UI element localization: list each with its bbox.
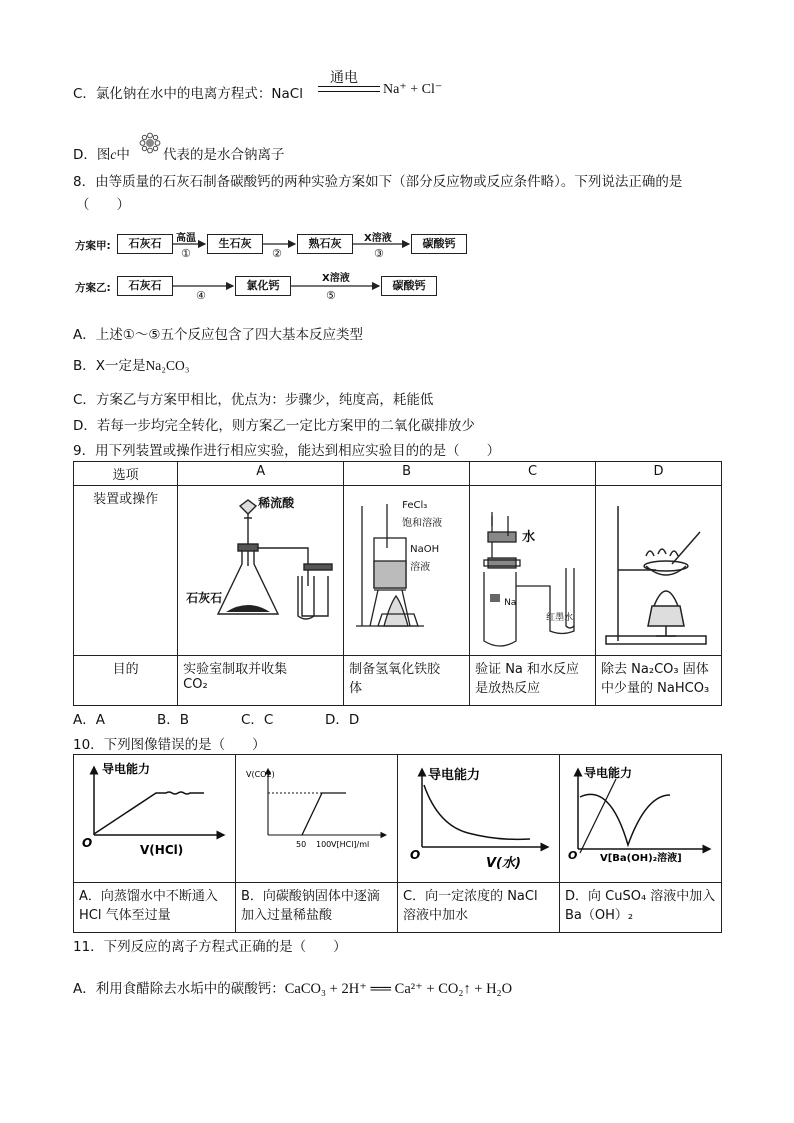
- q8-d-text: D．若每一步均完全转化，则方案乙一定比方案甲的二氧化碳排放少: [73, 418, 475, 434]
- arrow-5-num: ⑤: [326, 289, 336, 302]
- graph-d: [560, 755, 721, 878]
- q10-graph-a-cell: [74, 755, 236, 883]
- q9-stem: [73, 439, 500, 459]
- q9-fig-d-cell: [596, 486, 722, 656]
- plan-b-box-2: 氯化钙: [235, 276, 291, 296]
- fig-a-stone-label: 石灰石: [186, 591, 223, 605]
- condition-label: 通电: [330, 70, 358, 86]
- q8-a-text: A．上述①～⑤五个反应包含了四大基本反应类型: [73, 327, 363, 343]
- apparatus-d-figure: [596, 486, 719, 651]
- q10-stem: [73, 733, 266, 753]
- q9-choice-b[interactable]: B．B: [157, 712, 190, 728]
- fig-b-solution: 溶液: [410, 562, 431, 573]
- plan-b-box-1: 石灰石: [117, 276, 173, 296]
- purpose-c-line1: 验证 Na 和水反应: [475, 662, 580, 677]
- purpose-b-line2: 体: [349, 681, 363, 696]
- q10-caption-c: [398, 883, 560, 933]
- q10-caption-row: [74, 883, 722, 933]
- q9-purpose-label: 目的: [74, 656, 178, 706]
- q11-a-equation: CaCO₃ + 2H⁺ ══ Ca²⁺ + CO₂↑ + H₂O: [284, 981, 513, 997]
- q9-apparatus-row: [74, 486, 722, 656]
- arrow-5-top: X溶液: [322, 273, 350, 284]
- plan-a-box-3: 熟石灰: [297, 234, 353, 254]
- fig-b-sat: 饱和溶液: [402, 518, 443, 529]
- q9-header-cell: A: [178, 462, 344, 486]
- fig-c-na: Na: [504, 598, 517, 608]
- q10-table: [73, 754, 722, 933]
- arrow-1-num: ①: [181, 247, 191, 260]
- purpose-a-line2: CO₂: [183, 677, 208, 692]
- products-text: Na⁺ + Cl⁻: [383, 82, 443, 97]
- graph-a-ylabel: 导电能力: [102, 762, 151, 776]
- q9-purpose-c: [470, 656, 596, 706]
- q9-purpose-row: [74, 656, 722, 706]
- arrow-3-num: ③: [374, 247, 384, 260]
- graph-c-origin: O: [410, 848, 421, 862]
- q9-fig-b-cell: [344, 486, 470, 656]
- graph-d-ylabel: 导电能力: [584, 766, 633, 780]
- purpose-b-line1: 制备氢氧化铁胶: [349, 662, 441, 677]
- q7-d-mid: 中: [116, 147, 130, 163]
- q11-stem: [73, 935, 347, 955]
- q10-caption-a: [74, 883, 236, 933]
- plan-a-box-1: 石灰石: [117, 234, 173, 254]
- q9-choice-a[interactable]: A．A: [73, 712, 105, 728]
- graph-a-origin: O: [82, 836, 93, 850]
- figure-label: c: [110, 147, 117, 162]
- q8-b-text: B．X一定是: [73, 358, 146, 374]
- graph-a: [74, 755, 235, 878]
- caption-d-line2: Ba（OH）₂: [565, 908, 634, 923]
- plan-b-box-3: 碳酸钙: [381, 276, 437, 296]
- graph-a-xlabel: V(HCl): [140, 843, 184, 857]
- q9-choice-d[interactable]: D．D: [325, 712, 360, 728]
- q9-fig-a-cell: [178, 486, 344, 656]
- arrow-1-top: 高温: [176, 233, 196, 244]
- graph-c-xlabel: V(水): [486, 856, 521, 871]
- q8-option-d: [73, 414, 475, 434]
- q9-purpose-b: [344, 656, 470, 706]
- fig-c-ink: 红墨水: [546, 613, 574, 623]
- q9-header-cell: B: [344, 462, 470, 486]
- q9-purpose-d: [596, 656, 722, 706]
- q8-option-a: [73, 323, 363, 343]
- q9-table: [73, 461, 722, 706]
- graph-d-xlabel: V[Ba(OH)₂溶液]: [600, 853, 682, 864]
- plan-a-box-2: 生石灰: [207, 234, 263, 254]
- q7-d-prefix: D．图: [73, 147, 111, 163]
- plan-a-label: 方案甲:: [75, 240, 111, 252]
- graph-c: [398, 755, 559, 878]
- q9-header-cell: D: [596, 462, 722, 486]
- q9-purpose-a: [178, 656, 344, 706]
- q10-graph-c-cell: [398, 755, 560, 883]
- graph-b-xlabel: V[HCl]/ml: [331, 840, 370, 849]
- plan-arrows: [0, 0, 794, 330]
- q8-c-text: C．方案乙与方案甲相比，优点为：步骤少，纯度高，耗能低: [73, 392, 434, 408]
- apparatus-c-figure: [470, 486, 593, 651]
- graph-b-ylabel: V(CO2): [246, 770, 275, 779]
- q8-option-b: [73, 354, 189, 374]
- q11-stem-text: 11．下列反应的离子方程式正确的是（ ）: [73, 939, 347, 955]
- arrow-2-num: ②: [272, 247, 282, 260]
- plan-a-box-4: 碳酸钙: [411, 234, 467, 254]
- purpose-a-line1: 实验室制取并收集: [183, 662, 288, 677]
- q9-choices: [73, 708, 359, 728]
- q8-stem-text: 8．由等质量的石灰石制备碳酸钙的两种实验方案如下（部分反应物或反应条件略）。下列说法正确的是: [73, 174, 683, 190]
- graph-d-origin: O: [568, 849, 578, 862]
- q9-header-cell: 选项: [74, 462, 178, 486]
- graph-b: [236, 755, 397, 878]
- arrow-3-top: X溶液: [364, 233, 392, 244]
- purpose-c-line2: 是放热反应: [475, 681, 541, 696]
- purpose-d-line1: 除去 Na₂CO₃ 固体: [601, 662, 709, 677]
- caption-c-line2: 溶液中加水: [403, 908, 469, 923]
- q10-graph-row: [74, 755, 722, 883]
- q8-paren-text: （ ）: [76, 197, 130, 213]
- plan-b-label: 方案乙:: [75, 282, 111, 294]
- fig-b-fecl3: FeCl₃: [402, 500, 428, 511]
- q9-apparatus-label: 装置或操作: [74, 486, 178, 656]
- q9-header-row: [74, 462, 722, 486]
- q9-stem-text: 9．用下列装置或操作进行相应实验，能达到相应实验目的的是（ ）: [73, 443, 501, 459]
- q11-option-a: [73, 977, 512, 998]
- purpose-d-line2: 中少量的 NaHCO₃: [601, 681, 710, 696]
- arrow-4-num: ④: [196, 289, 206, 302]
- q8-b-formula: Na₂CO₃: [145, 358, 190, 373]
- caption-a-line2: HCl 气体至过量: [79, 908, 171, 923]
- graph-c-ylabel: 导电能力: [428, 768, 481, 783]
- q10-caption-b: [236, 883, 398, 933]
- q10-graph-d-cell: [560, 755, 722, 883]
- fig-b-naoh: NaOH: [410, 544, 440, 555]
- caption-b-line1: B．向碳酸钠固体中逐滴: [241, 889, 380, 904]
- q7-d-suffix: 代表的是水合钠离子: [163, 147, 285, 163]
- caption-c-line1: C．向一定浓度的 NaCl: [403, 889, 538, 904]
- graph-b-tick-100: 100: [316, 840, 332, 849]
- q10-stem-text: 10．下列图像错误的是（ ）: [73, 737, 266, 753]
- q11-a-text: A．利用食醋除去水垢中的碳酸钙：: [73, 981, 285, 997]
- q9-choice-c[interactable]: C．C: [241, 712, 274, 728]
- fig-a-acid-label: 稀流酸: [258, 496, 295, 510]
- q9-fig-c-cell: [470, 486, 596, 656]
- q7-option-c-text: C．氯化钠在水中的电离方程式：NaCl: [73, 86, 303, 102]
- q9-header-cell: C: [470, 462, 596, 486]
- q8-option-c: [73, 388, 433, 408]
- fig-c-water: 水: [522, 530, 536, 545]
- caption-d-line1: D．向 CuSO₄ 溶液中加入: [565, 889, 716, 904]
- caption-a-line1: A．向蒸馏水中不断通入: [79, 889, 218, 904]
- q10-graph-b-cell: [236, 755, 398, 883]
- caption-b-line2: 加入过量稀盐酸: [241, 908, 333, 923]
- graph-b-tick-50: 50: [296, 840, 307, 849]
- q10-caption-d: [560, 883, 722, 933]
